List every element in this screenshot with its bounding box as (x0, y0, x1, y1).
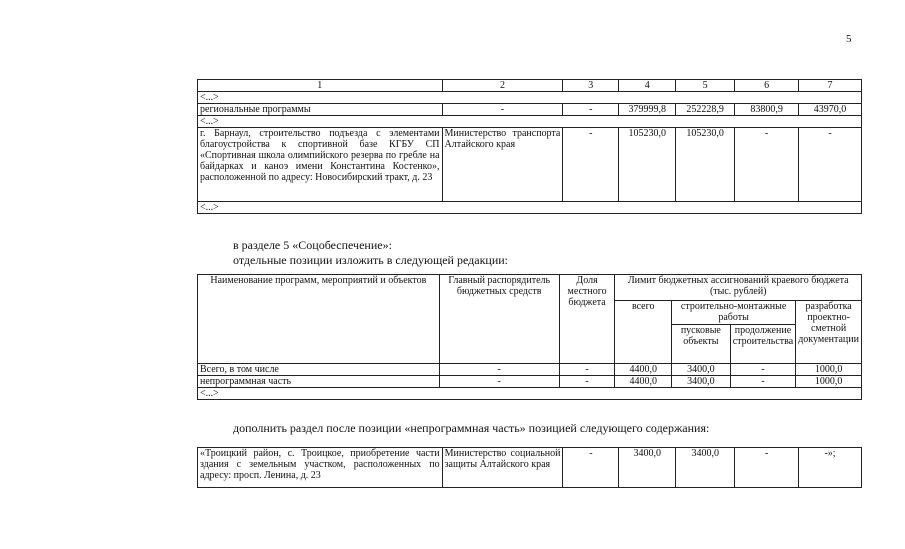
row-startup: 3400,0 (671, 376, 730, 388)
row-share: - (559, 376, 615, 388)
header-limit: Лимит бюджетных ассигнований краевого бюджета (тыс. рублей) (615, 275, 862, 301)
row-continuing: - (735, 128, 799, 202)
header-design: разработка проектно-сметной документации (796, 301, 862, 364)
col-number-3: 3 (563, 80, 619, 92)
page-number: 5 (846, 33, 852, 45)
row-share: - (563, 448, 619, 488)
header-continuing: продолжение строительства (730, 325, 795, 364)
ellipsis-row (198, 202, 862, 214)
row-share: - (563, 104, 619, 116)
table-row (198, 376, 862, 388)
col-number-1: 1 (198, 80, 443, 92)
row-name: Всего, в том числе (198, 364, 440, 376)
row-share: - (563, 128, 619, 202)
paragraph-add-position: дополнить раздел после позиции «непрограммная часть» позицией следующего содержания: (233, 421, 710, 435)
table-row (198, 104, 862, 116)
row-startup: 252228,9 (676, 104, 735, 116)
row-continuing: - (730, 376, 795, 388)
header-row (198, 275, 862, 301)
table-row (198, 128, 862, 202)
row-design: - (799, 128, 862, 202)
row-continuing: - (730, 364, 795, 376)
row-manager: - (439, 364, 559, 376)
row-design: -»; (799, 448, 862, 488)
row-continuing: 83800,9 (735, 104, 799, 116)
row-total: 4400,0 (615, 364, 672, 376)
header-manager: Главный распорядитель бюджетных средств (439, 275, 559, 364)
row-manager: - (439, 376, 559, 388)
ellipsis-row (198, 92, 862, 104)
table-row (198, 364, 862, 376)
row-name: региональные программы (198, 104, 443, 116)
column-numbers-row (198, 80, 862, 92)
ellipsis-row (198, 388, 862, 400)
row-manager: Министерство транспорта Алтайского края (442, 128, 563, 202)
ellipsis: <...> (198, 116, 862, 128)
ellipsis-row (198, 116, 862, 128)
col-number-4: 4 (619, 80, 676, 92)
row-manager: Министерство социальной защиты Алтайского края (442, 448, 563, 488)
table-new-position (197, 447, 862, 488)
header-name: Наименование программ, мероприятий и объектов (198, 275, 440, 364)
ellipsis: <...> (198, 202, 862, 214)
table-row (198, 448, 862, 488)
table-social-security (197, 274, 862, 400)
row-total: 105230,0 (619, 128, 676, 202)
row-total: 4400,0 (615, 376, 672, 388)
row-continuing: - (735, 448, 799, 488)
paragraph-section5: в разделе 5 «Соцобеспечение»: (233, 238, 392, 252)
row-design: 1000,0 (796, 364, 862, 376)
ellipsis: <...> (198, 92, 862, 104)
row-design: 43970,0 (799, 104, 862, 116)
row-design: 1000,0 (796, 376, 862, 388)
paragraph-edit-positions: отдельные позиции изложить в следующей редакции: (233, 253, 508, 267)
header-share: Доля местного бюджета (559, 275, 615, 364)
row-startup: 3400,0 (671, 364, 730, 376)
col-number-7: 7 (799, 80, 862, 92)
row-total: 3400,0 (619, 448, 676, 488)
header-total: всего (615, 301, 672, 364)
row-manager: - (442, 104, 563, 116)
table-regional-programs (197, 79, 862, 214)
header-construction: строительно-монтажные работы (671, 301, 795, 325)
row-name: г. Барнаул, строительство подъезда с элементами благоустройства к спортивной базе КГБУ СП «Спортивная школа олимпийского резерва по гребле на байдарках и каноэ имени Константина Костенко», расположенной по адресу: Новосибирский тракт, д. 23 (198, 128, 443, 202)
row-share: - (559, 364, 615, 376)
row-name: «Троицкий район, с. Троицкое, приобретение части здания с земельным участком, расположенных по адресу: просп. Ленина, д. 23 (198, 448, 443, 488)
header-startup: пусковые объекты (671, 325, 730, 364)
row-startup: 3400,0 (676, 448, 735, 488)
row-startup: 105230,0 (676, 128, 735, 202)
col-number-2: 2 (442, 80, 563, 92)
row-total: 379999,8 (619, 104, 676, 116)
col-number-6: 6 (735, 80, 799, 92)
ellipsis: <...> (198, 388, 862, 400)
col-number-5: 5 (676, 80, 735, 92)
row-name: непрограммная часть (198, 376, 440, 388)
